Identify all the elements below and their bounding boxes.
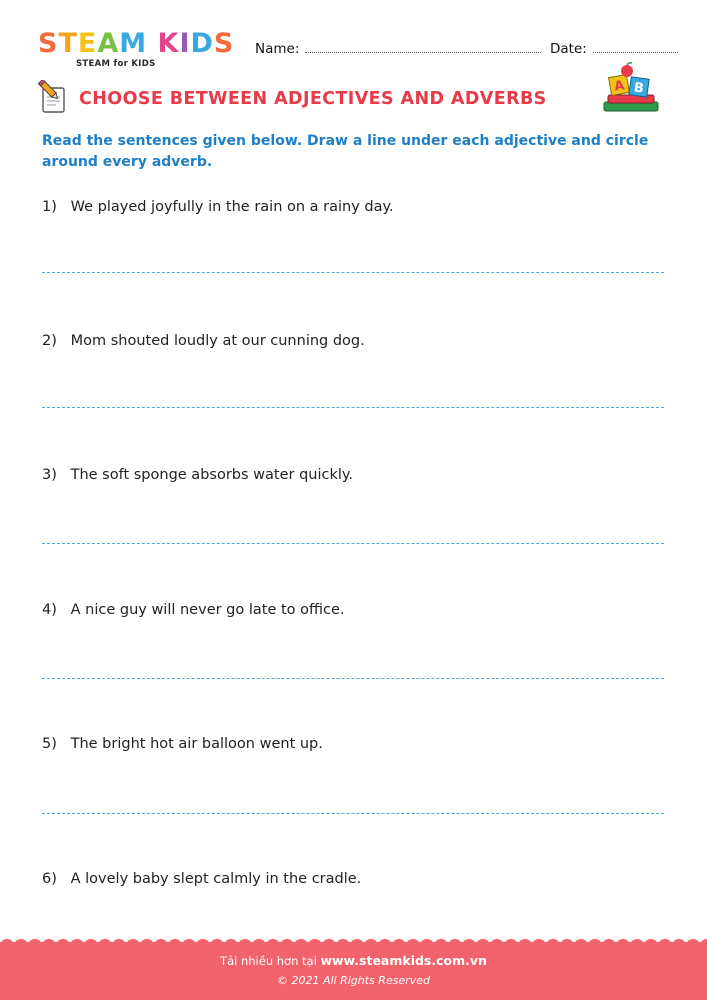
question-text: The soft sponge absorbs water quickly. bbox=[70, 467, 354, 483]
pencil-paper-icon bbox=[36, 80, 70, 114]
logo-wordmark bbox=[38, 30, 238, 58]
question-text: Mom shouted loudly at our cunning dog. bbox=[70, 333, 365, 349]
logo-word-steam: STEAM bbox=[38, 28, 148, 59]
page-title: CHOOSE BETWEEN ADJECTIVES AND ADVERBS bbox=[79, 89, 547, 109]
question-number: 4) bbox=[42, 602, 57, 618]
question-2 bbox=[42, 333, 662, 349]
instructions: Read the sentences given below. Draw a line under each adjective and circle around every adverb. bbox=[42, 133, 649, 170]
question-text: The bright hot air balloon went up. bbox=[70, 736, 323, 752]
answer-line-2[interactable] bbox=[42, 407, 664, 408]
name-field[interactable] bbox=[255, 40, 541, 57]
svg-text:B: B bbox=[632, 80, 645, 97]
question-4 bbox=[42, 602, 662, 618]
logo-word-kids: KIDS bbox=[157, 28, 235, 59]
answer-line-1[interactable] bbox=[42, 272, 664, 273]
date-label: Date: bbox=[550, 41, 587, 57]
question-number: 6) bbox=[42, 871, 57, 887]
steam-kids-logo bbox=[38, 30, 238, 69]
footer-prefix: Tải nhiều hơn tại bbox=[220, 954, 317, 968]
footer-copyright: © 2021 All Rights Reserved bbox=[276, 974, 430, 987]
answer-line-3[interactable] bbox=[42, 543, 664, 544]
question-text: A nice guy will never go late to office. bbox=[70, 602, 345, 618]
name-label: Name: bbox=[255, 41, 300, 57]
logo-tagline: STEAM for KIDS bbox=[76, 59, 156, 69]
name-blank-line bbox=[305, 40, 541, 53]
books-apple-icon bbox=[598, 62, 664, 118]
question-3 bbox=[42, 467, 662, 483]
footer bbox=[0, 942, 707, 1000]
question-number: 3) bbox=[42, 467, 57, 483]
svg-text:A: A bbox=[613, 78, 626, 95]
question-5 bbox=[42, 736, 662, 752]
answer-line-4[interactable] bbox=[42, 678, 664, 679]
title-row bbox=[32, 76, 672, 126]
question-text: A lovely baby slept calmly in the cradle. bbox=[70, 871, 362, 887]
question-number: 5) bbox=[42, 736, 57, 752]
question-number: 1) bbox=[42, 199, 57, 215]
question-text: We played joyfully in the rain on a rainy day. bbox=[70, 199, 394, 215]
answer-line-5[interactable] bbox=[42, 813, 664, 814]
footer-site-link[interactable]: www.steamkids.com.vn bbox=[320, 953, 487, 968]
question-1 bbox=[42, 199, 662, 215]
question-6 bbox=[42, 871, 662, 887]
date-field[interactable] bbox=[550, 40, 678, 57]
date-blank-line bbox=[593, 40, 678, 53]
footer-download-text bbox=[0, 953, 707, 968]
question-number: 2) bbox=[42, 333, 57, 349]
